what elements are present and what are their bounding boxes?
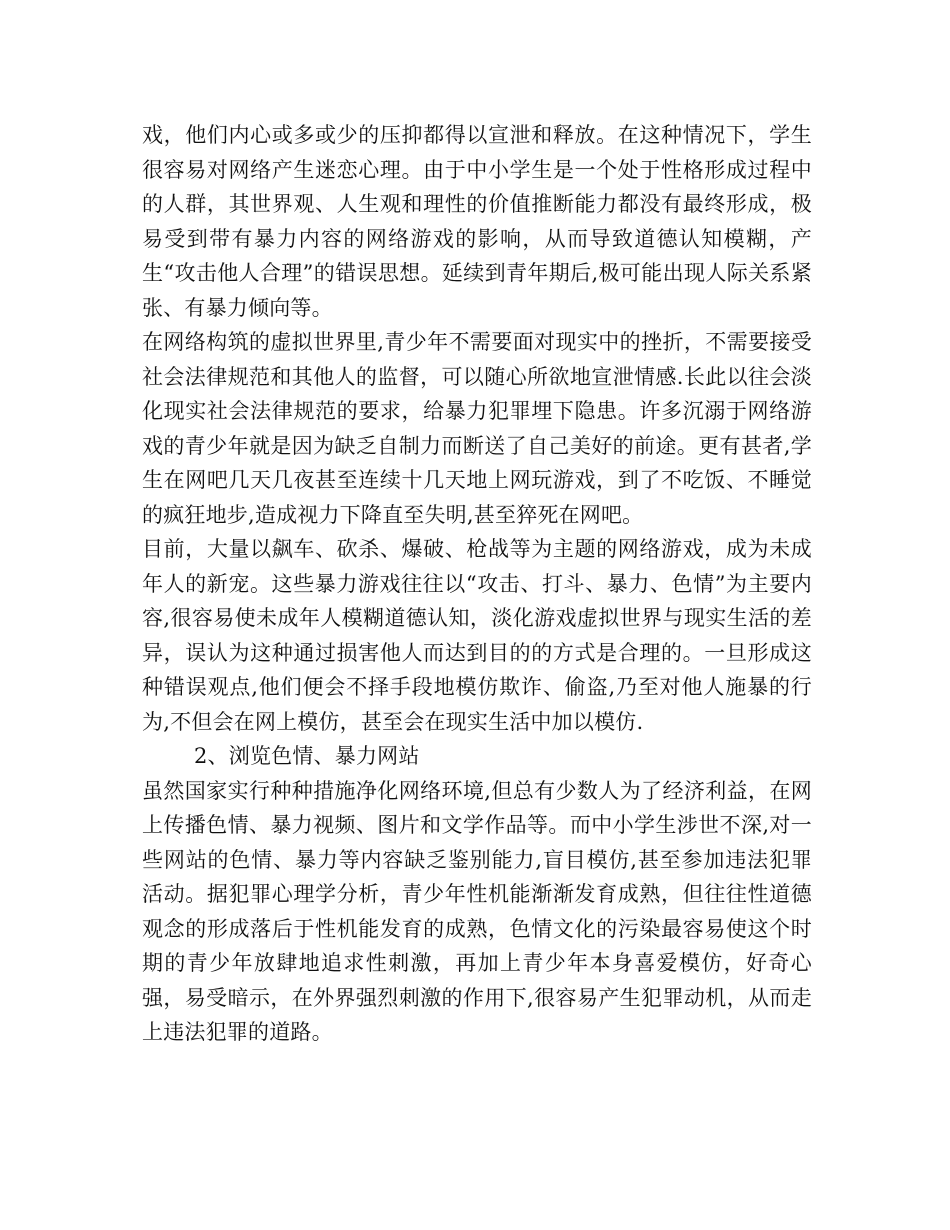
paragraph-2: 在网络构筑的虚拟世界里,青少年不需要面对现实中的挫折，不需要接受社会法律规范和其他人的监督，可以随心所欲地宣泄情感.长此以往会淡化现实社会法律规范的要求，给暴力犯罪埋下隐患。许多沉溺于网络游戏的青少年就是因为缺乏自制力而断送了自己美好的前途。更有甚者,学生在网吧几天几夜甚至连续十几天地上网玩游戏，到了不吃饭、不睡觉的疯狂地步,造成视力下降直至失明,甚至猝死在网吧。: [142, 330, 812, 527]
paragraph-1: 戏，他们内心或多或少的压抑都得以宣泄和释放。在这种情况下，学生很容易对网络产生迷恋心理。由于中小学生是一个处于性格形成过程中的人群，其世界观、人生观和理性的价值推断能力都没有最终形成，极易受到带有暴力内容的网络游戏的影响，从而导致道德认知模糊，产生“攻击他人合理”的错误思想。延续到青年期后,极可能出现人际关系紧张、有暴力倾向等。: [142, 123, 812, 320]
paragraph-4: 虽然国家实行种种措施净化网络环境,但总有少数人为了经济利益，在网上传播色情、暴力视频、图片和文学作品等。而中小学生涉世不深,对一些网站的色情、暴力等内容缺乏鉴别能力,盲目模仿,甚至参加违法犯罪活动。据犯罪心理学分析，青少年性机能渐渐发育成熟，但往往性道德观念的形成落后于性机能发育的成熟，色情文化的污染最容易使这个时期的青少年放肆地追求性刺激，再加上青少年本身喜爱模仿，好奇心强，易受暗示，在外界强烈刺激的作用下,很容易产生犯罪动机，从而走上违法犯罪的道路。: [142, 778, 812, 1044]
document-body: [142, 118, 812, 1050]
paragraph-3: 目前，大量以飙车、砍杀、爆破、枪战等为主题的网络游戏，成为未成年人的新宠。这些暴力游戏往往以“攻击、打斗、暴力、色情”为主要内容,很容易使未成年人模糊道德认知，淡化游戏虚拟世界与现实生活的差异，误认为这种通过损害他人而达到目的的方式是合理的。一旦形成这种错误观点,他们便会不择手段地模仿欺诈、偷盗,乃至对他人施暴的行为,不但会在网上模仿，甚至会在现实生活中加以模仿.: [142, 537, 812, 734]
section-heading: 2、浏览色情、暴力网站: [194, 744, 420, 768]
